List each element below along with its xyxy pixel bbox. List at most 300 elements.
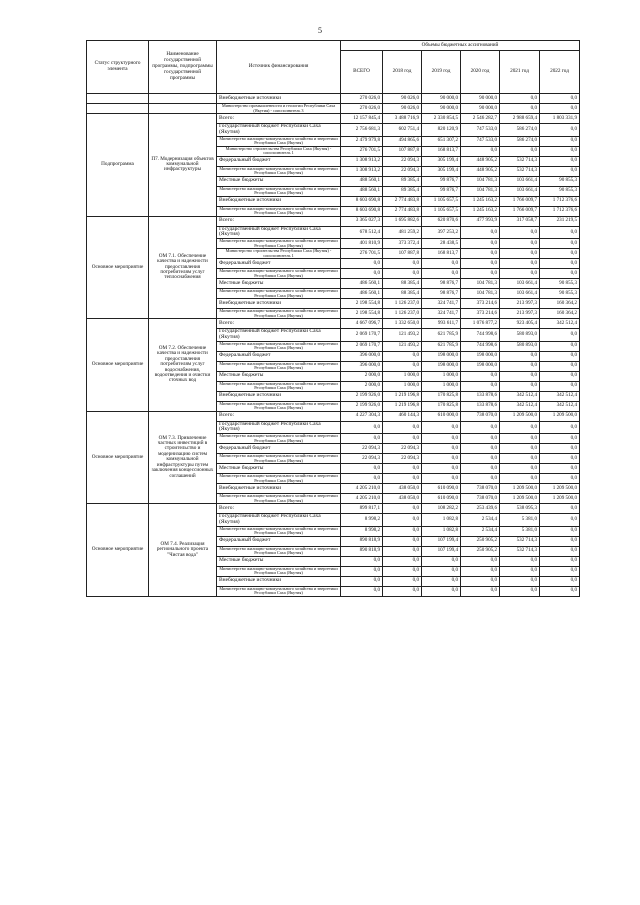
funding-source: Внебюджетные источники	[217, 576, 341, 586]
amount-cell: 2 774 483,8	[383, 206, 422, 216]
amount-cell: 0,0	[540, 454, 580, 464]
amount-cell: 90 855,3	[540, 279, 580, 289]
funding-source: Внебюджетные источники	[217, 484, 341, 494]
amount-cell: 213 997,3	[500, 299, 540, 309]
amount-cell: 342 512,4	[500, 401, 540, 411]
funding-source: Министерство жилищно-коммунального хозяйства и энергетики Республики Саха (Якутия)	[217, 206, 341, 216]
amount-cell: 621 785,9	[422, 329, 461, 342]
amount-cell: 1 332 650,0	[383, 319, 422, 329]
amount-cell: 0,0	[540, 566, 580, 576]
amount-cell: 103 661,4	[500, 176, 540, 186]
amount-cell: 651 307,2	[422, 136, 461, 146]
amount-cell: 373 372,4	[383, 239, 422, 249]
amount-cell: 747 533,0	[461, 124, 500, 137]
funding-source: Министерство жилищно-коммунального хозяйства и энергетики Республики Саха (Якутия)	[217, 474, 341, 484]
amount-cell: 276 701,5	[341, 146, 383, 156]
amount-cell: 899 817,1	[341, 504, 383, 514]
amount-cell: 0,0	[461, 474, 500, 484]
amount-cell: 1 209 500,0	[500, 411, 540, 421]
table-row	[87, 94, 580, 104]
table-row	[87, 319, 580, 329]
amount-cell: 1 209 500,0	[540, 494, 580, 504]
amount-cell: 438 050,0	[383, 484, 422, 494]
amount-cell: 373 214,6	[461, 299, 500, 309]
funding-source: Министерство жилищно-коммунального хозяйства и энергетики Республики Саха (Якутия)	[217, 136, 341, 146]
funding-source: Внебюджетные источники	[217, 299, 341, 309]
amount-cell: 2 198 554,8	[341, 309, 383, 319]
amount-cell: 89 385,4	[383, 186, 422, 196]
amount-cell: 5 381,0	[500, 526, 540, 536]
amount-cell: 342 512,4	[540, 319, 580, 329]
amount-cell: 231 219,5	[540, 216, 580, 226]
amount-cell: 1 245 163,2	[461, 196, 500, 206]
funding-source: Министерство жилищно-коммунального хозяйства и энергетики Республики Саха (Якутия)	[217, 566, 341, 576]
amount-cell: 90 855,3	[540, 176, 580, 186]
amount-cell: 2 988 659,4	[500, 114, 540, 124]
amount-cell: 0,0	[540, 156, 580, 166]
amount-cell: 22 094,3	[383, 444, 422, 454]
amount-cell: 0,0	[540, 239, 580, 249]
amount-cell: 0,0	[500, 434, 540, 444]
funding-source: Федеральный бюджет	[217, 536, 341, 546]
amount-cell: 1 766 009,7	[500, 206, 540, 216]
funding-source: Министерство жилищно-коммунального хозяйства и энергетики Республики Саха (Якутия)	[217, 586, 341, 596]
amount-cell: 2 774 483,8	[383, 196, 422, 206]
amount-cell: 0,0	[422, 556, 461, 566]
amount-cell: 305 199,4	[422, 156, 461, 166]
amount-cell: 22 094,3	[341, 444, 383, 454]
amount-cell: 198 000,0	[461, 361, 500, 371]
amount-cell: 0,0	[383, 351, 422, 361]
header-volumes: Объемы бюджетных ассигнований	[341, 41, 580, 51]
amount-cell: 744 998,6	[461, 329, 500, 342]
amount-cell: 0,0	[383, 526, 422, 536]
amount-cell: 0,0	[422, 576, 461, 586]
amount-cell: 620 870,6	[422, 216, 461, 226]
amount-cell: 0,0	[500, 94, 540, 104]
funding-source: Внебюджетные источники	[217, 391, 341, 401]
amount-cell: 0,0	[540, 421, 580, 434]
amount-cell: 738 070,0	[461, 411, 500, 421]
amount-cell: 270 026,0	[341, 104, 383, 114]
amount-cell: 8 603 690,8	[341, 206, 383, 216]
amount-cell: 170 825,8	[422, 391, 461, 401]
table-body	[87, 94, 580, 597]
amount-cell: 107 199,4	[422, 546, 461, 556]
amount-cell: 0,0	[341, 474, 383, 484]
amount-cell: 0,0	[383, 361, 422, 371]
amount-cell: 2 000,0	[341, 371, 383, 381]
amount-cell: 0,0	[500, 444, 540, 454]
amount-cell: 621 785,9	[422, 341, 461, 351]
funding-source: Федеральный бюджет	[217, 259, 341, 269]
amount-cell: 0,0	[461, 249, 500, 259]
amount-cell: 0,0	[500, 421, 540, 434]
amount-cell: 0,0	[500, 454, 540, 464]
amount-cell: 0,0	[383, 504, 422, 514]
amount-cell: 1 082,8	[422, 526, 461, 536]
amount-cell: 0,0	[422, 454, 461, 464]
amount-cell: 90 026,0	[383, 94, 422, 104]
amount-cell: 1 209 500,0	[500, 484, 540, 494]
amount-cell: 0,0	[500, 249, 540, 259]
amount-cell: 2 534,4	[461, 526, 500, 536]
amount-cell: 396 000,0	[341, 361, 383, 371]
amount-cell: 3 365 027,3	[341, 216, 383, 226]
amount-cell: 342 512,4	[540, 391, 580, 401]
amount-cell: 0,0	[341, 576, 383, 586]
amount-cell: 0,0	[422, 259, 461, 269]
amount-cell: 198 000,0	[461, 351, 500, 361]
element-name: ОМ 7.2. Обеспечение качества и надежности предоставления потребителям услуг водоснабжения, водоотведения и очистки сточных вод	[149, 319, 217, 412]
amount-cell: 0,0	[500, 226, 540, 239]
funding-source: Министерство жилищно-коммунального хозяйства и энергетики Республики Саха (Якутия)	[217, 341, 341, 351]
amount-cell: 438 050,0	[383, 494, 422, 504]
amount-cell: 0,0	[500, 371, 540, 381]
amount-cell: 0,0	[540, 576, 580, 586]
amount-cell: 0,0	[500, 146, 540, 156]
funding-source: Всего:	[217, 216, 341, 226]
element-status: Подпрограмма	[87, 114, 149, 217]
amount-cell: 0,0	[500, 576, 540, 586]
amount-cell: 1 126 237,0	[383, 309, 422, 319]
amount-cell: 0,0	[341, 259, 383, 269]
amount-cell: 2 330 854,5	[422, 114, 461, 124]
amount-cell: 1 209 500,0	[540, 411, 580, 421]
amount-cell: 1 308 913,2	[341, 156, 383, 166]
amount-cell: 4 205 210,0	[341, 494, 383, 504]
funding-source: Министерство строительства Республики Саха (Якутия) - соисполнитель 1	[217, 249, 341, 259]
amount-cell: 1 245 163,2	[461, 206, 500, 216]
amount-cell: 0,0	[383, 576, 422, 586]
amount-cell: 2 199 926,0	[341, 401, 383, 411]
amount-cell: 0,0	[540, 546, 580, 556]
amount-cell: 0,0	[383, 514, 422, 527]
amount-cell: 8 603 690,8	[341, 196, 383, 206]
amount-cell: 0,0	[341, 434, 383, 444]
amount-cell: 317 058,7	[500, 216, 540, 226]
amount-cell: 0,0	[341, 464, 383, 474]
amount-cell: 0,0	[500, 556, 540, 566]
funding-source: Всего:	[217, 411, 341, 421]
amount-cell: 90 855,3	[540, 186, 580, 196]
element-name: П7. Модернизация объектов коммунальной инфраструктуры	[149, 114, 217, 217]
amount-cell: 1 695 882,6	[383, 216, 422, 226]
amount-cell: 0,0	[461, 576, 500, 586]
amount-cell: 1 219 196,8	[383, 401, 422, 411]
amount-cell: 0,0	[461, 146, 500, 156]
amount-cell: 494 865,6	[383, 136, 422, 146]
amount-cell: 4 205 210,0	[341, 484, 383, 494]
amount-cell: 0,0	[383, 421, 422, 434]
amount-cell: 890 818,9	[341, 536, 383, 546]
funding-source: Министерство строительства Республики Саха (Якутия) - соисполнитель 1	[217, 146, 341, 156]
amount-cell: 0,0	[461, 464, 500, 474]
amount-cell: 0,0	[500, 474, 540, 484]
amount-cell: 0,0	[540, 226, 580, 239]
table-row	[87, 411, 580, 421]
amount-cell: 104 781,3	[461, 279, 500, 289]
amount-cell: 0,0	[341, 556, 383, 566]
amount-cell: 0,0	[383, 556, 422, 566]
amount-cell: 8 998,2	[341, 526, 383, 536]
amount-cell: 12 157 845,4	[341, 114, 383, 124]
amount-cell: 2 756 681,3	[341, 124, 383, 137]
funding-source: Федеральный бюджет	[217, 444, 341, 454]
amount-cell: 0,0	[422, 444, 461, 454]
amount-cell: 104 781,3	[461, 176, 500, 186]
amount-cell: 2 198 554,8	[341, 299, 383, 309]
amount-cell: 610 090,0	[422, 494, 461, 504]
funding-source: Государственный бюджет Республики Саха (Якутия)	[217, 329, 341, 342]
amount-cell: 1 105 657,5	[422, 196, 461, 206]
element-status: Основное мероприятие	[87, 216, 149, 319]
amount-cell: 0,0	[422, 566, 461, 576]
amount-cell: 0,0	[422, 474, 461, 484]
amount-cell: 1 076 877,2	[461, 319, 500, 329]
amount-cell: 342 512,4	[540, 401, 580, 411]
amount-cell: 107 887,8	[383, 146, 422, 156]
amount-cell: 0,0	[500, 566, 540, 576]
funding-source: Государственный бюджет Республики Саха (Якутия)	[217, 226, 341, 239]
amount-cell: 0,0	[461, 381, 500, 391]
amount-cell: 170 825,8	[422, 401, 461, 411]
funding-source: Местные бюджеты	[217, 556, 341, 566]
amount-cell: 103 661,4	[500, 186, 540, 196]
amount-cell: 133 878,6	[461, 391, 500, 401]
amount-cell: 88 385,4	[383, 289, 422, 299]
amount-cell: 22 094,3	[383, 156, 422, 166]
amount-cell: 90 000,0	[422, 94, 461, 104]
element-name: ОМ 7.4. Реализация регионального проекта "Чистая вода"	[149, 504, 217, 597]
amount-cell: 0,0	[461, 454, 500, 464]
amount-cell: 0,0	[540, 371, 580, 381]
amount-cell: 250 905,2	[461, 536, 500, 546]
amount-cell: 1 219 196,8	[383, 391, 422, 401]
amount-cell: 0,0	[461, 259, 500, 269]
amount-cell: 0,0	[422, 586, 461, 596]
amount-cell: 0,0	[422, 421, 461, 434]
amount-cell: 0,0	[540, 259, 580, 269]
blank-status-cell	[87, 104, 149, 114]
amount-cell: 1 766 009,7	[500, 196, 540, 206]
funding-source: Местные бюджеты	[217, 176, 341, 186]
amount-cell: 1 126 237,0	[383, 299, 422, 309]
amount-cell: 90 000,0	[461, 94, 500, 104]
funding-source: Министерство жилищно-коммунального хозяйства и энергетики Республики Саха (Якутия)	[217, 269, 341, 279]
funding-source: Государственный бюджет Республики Саха (Якутия)	[217, 514, 341, 527]
amount-cell: 602 751,4	[383, 124, 422, 137]
funding-source: Внебюджетные источники	[217, 196, 341, 206]
amount-cell: 0,0	[461, 444, 500, 454]
header-total: ВСЕГО	[341, 51, 383, 94]
amount-cell: 678 512,4	[341, 226, 383, 239]
amount-cell: 0,0	[540, 249, 580, 259]
table-row	[87, 114, 580, 124]
funding-source: Местные бюджеты	[217, 279, 341, 289]
amount-cell: 586 274,0	[500, 136, 540, 146]
amount-cell: 22 094,3	[383, 166, 422, 176]
amount-cell: 448 905,2	[461, 166, 500, 176]
amount-cell: 121 493,2	[383, 329, 422, 342]
amount-cell: 2 546 282,7	[461, 114, 500, 124]
funding-source: Всего:	[217, 114, 341, 124]
amount-cell: 0,0	[540, 434, 580, 444]
amount-cell: 747 533,0	[461, 136, 500, 146]
funding-source: Министерство жилищно-коммунального хозяйства и энергетики Республики Саха (Якутия)	[217, 239, 341, 249]
amount-cell: 104 781,3	[461, 186, 500, 196]
table-row	[87, 104, 580, 114]
amount-cell: 0,0	[540, 361, 580, 371]
amount-cell: 0,0	[540, 104, 580, 114]
funding-source: Всего:	[217, 504, 341, 514]
element-status: Основное мероприятие	[87, 504, 149, 597]
amount-cell: 486 560,1	[341, 279, 383, 289]
amount-cell: 133 878,6	[461, 401, 500, 411]
amount-cell: 532 714,3	[500, 536, 540, 546]
amount-cell: 342 512,4	[500, 391, 540, 401]
amount-cell: 0,0	[540, 514, 580, 527]
amount-cell: 324 741,7	[422, 309, 461, 319]
amount-cell: 305 199,4	[422, 166, 461, 176]
amount-cell: 0,0	[383, 536, 422, 546]
amount-cell: 0,0	[540, 94, 580, 104]
header-2022: 2022 год	[540, 51, 580, 94]
amount-cell: 270 026,0	[341, 94, 383, 104]
amount-cell: 0,0	[383, 259, 422, 269]
amount-cell: 4 667 096,7	[341, 319, 383, 329]
amount-cell: 532 714,3	[500, 156, 540, 166]
amount-cell: 1 308 913,2	[341, 166, 383, 176]
amount-cell: 0,0	[540, 146, 580, 156]
amount-cell: 1 000,0	[422, 371, 461, 381]
amount-cell: 0,0	[461, 566, 500, 576]
amount-cell: 0,0	[461, 226, 500, 239]
amount-cell: 121 493,2	[383, 341, 422, 351]
amount-cell: 198 000,0	[422, 351, 461, 361]
element-status: Основное мероприятие	[87, 319, 149, 412]
funding-source: Министерство промышленности и геологии Республики Саха (Якутия) - соисполнитель 3	[217, 104, 341, 114]
amount-cell: 0,0	[461, 239, 500, 249]
amount-cell: 0,0	[461, 421, 500, 434]
amount-cell: 22 094,3	[341, 454, 383, 464]
amount-cell: 1 209 500,0	[540, 484, 580, 494]
funding-source: Местные бюджеты	[217, 371, 341, 381]
amount-cell: 923 405,4	[500, 319, 540, 329]
amount-cell: 397 253,2	[422, 226, 461, 239]
amount-cell: 107 887,8	[383, 249, 422, 259]
element-name: ОМ 7.3. Привлечение частных инвестиций в строительство и модернизацию систем коммунальной инфраструктуры путем заключения концессионных соглашений	[149, 411, 217, 504]
amount-cell: 0,0	[341, 566, 383, 576]
amount-cell: 98 876,7	[422, 289, 461, 299]
amount-cell: 253 439,6	[461, 504, 500, 514]
header-2021: 2021 год	[500, 51, 540, 94]
amount-cell: 0,0	[383, 474, 422, 484]
blank-status-cell	[87, 94, 149, 104]
amount-cell: 88 385,4	[383, 279, 422, 289]
amount-cell: 1 000,0	[383, 371, 422, 381]
amount-cell: 0,0	[500, 104, 540, 114]
header-status: Статус структурного элемента	[87, 41, 149, 94]
amount-cell: 538 095,3	[500, 504, 540, 514]
amount-cell: 2 534,4	[461, 514, 500, 527]
amount-cell: 580 893,0	[500, 329, 540, 342]
amount-cell: 0,0	[461, 434, 500, 444]
amount-cell: 0,0	[383, 269, 422, 279]
funding-source: Министерство жилищно-коммунального хозяйства и энергетики Республики Саха (Якутия)	[217, 526, 341, 536]
amount-cell: 396 000,0	[341, 351, 383, 361]
amount-cell: 0,0	[540, 166, 580, 176]
amount-cell: 1 105 657,5	[422, 206, 461, 216]
amount-cell: 1 712 376,6	[540, 196, 580, 206]
amount-cell: 160 364,2	[540, 309, 580, 319]
funding-source: Министерство жилищно-коммунального хозяйства и энергетики Республики Саха (Якутия)	[217, 186, 341, 196]
amount-cell: 1 000,0	[422, 381, 461, 391]
amount-cell: 103 661,4	[500, 289, 540, 299]
amount-cell: 0,0	[540, 556, 580, 566]
amount-cell: 0,0	[540, 526, 580, 536]
funding-source: Местные бюджеты	[217, 464, 341, 474]
amount-cell: 0,0	[500, 381, 540, 391]
amount-cell: 486 560,1	[341, 289, 383, 299]
amount-cell: 820 120,9	[422, 124, 461, 137]
amount-cell: 90 026,0	[383, 104, 422, 114]
header-2018: 2018 год	[383, 51, 422, 94]
amount-cell: 108 282,2	[422, 504, 461, 514]
amount-cell: 8 998,2	[341, 514, 383, 527]
funding-source: Министерство жилищно-коммунального хозяйства и энергетики Республики Саха (Якутия)	[217, 166, 341, 176]
amount-cell: 1 712 376,6	[540, 206, 580, 216]
amount-cell: 448 905,2	[461, 156, 500, 166]
funding-source: Министерство жилищно-коммунального хозяйства и энергетики Республики Саха (Якутия)	[217, 361, 341, 371]
funding-source: Министерство жилищно-коммунального хозяйства и энергетики Республики Саха (Якутия)	[217, 434, 341, 444]
amount-cell: 2 479 979,8	[341, 136, 383, 146]
amount-cell: 99 876,7	[422, 176, 461, 186]
funding-source: Государственный бюджет Республики Саха (Якутия)	[217, 421, 341, 434]
amount-cell: 1 803 331,9	[540, 114, 580, 124]
amount-cell: 1 209 500,0	[500, 494, 540, 504]
amount-cell: 0,0	[461, 586, 500, 596]
amount-cell: 488 560,1	[341, 176, 383, 186]
amount-cell: 22 094,3	[383, 454, 422, 464]
amount-cell: 0,0	[540, 136, 580, 146]
amount-cell: 0,0	[540, 464, 580, 474]
amount-cell: 0,0	[422, 434, 461, 444]
amount-cell: 586 274,0	[500, 124, 540, 137]
header-2019: 2019 год	[422, 51, 461, 94]
amount-cell: 610 000,0	[422, 411, 461, 421]
amount-cell: 213 997,3	[500, 309, 540, 319]
amount-cell: 477 993,9	[461, 216, 500, 226]
amount-cell: 324 741,7	[422, 299, 461, 309]
amount-cell: 0,0	[461, 556, 500, 566]
amount-cell: 0,0	[500, 586, 540, 596]
amount-cell: 160 364,2	[540, 299, 580, 309]
funding-source: Федеральный бюджет	[217, 156, 341, 166]
amount-cell: 90 855,3	[540, 289, 580, 299]
element-name: ОМ 7.1. Обеспечение качества и надежности предоставления потребителям услуг теплоснабжения	[149, 216, 217, 319]
amount-cell: 0,0	[540, 504, 580, 514]
table-row	[87, 216, 580, 226]
funding-source: Министерство жилищно-коммунального хозяйства и энергетики Республики Саха (Якутия)	[217, 401, 341, 411]
amount-cell: 738 070,0	[461, 494, 500, 504]
amount-cell: 250 905,2	[461, 546, 500, 556]
funding-source: Министерство жилищно-коммунального хозяйства и энергетики Республики Саха (Якутия)	[217, 546, 341, 556]
amount-cell: 0,0	[422, 269, 461, 279]
amount-cell: 0,0	[540, 444, 580, 454]
amount-cell: 1 000,0	[383, 381, 422, 391]
amount-cell: 0,0	[383, 566, 422, 576]
